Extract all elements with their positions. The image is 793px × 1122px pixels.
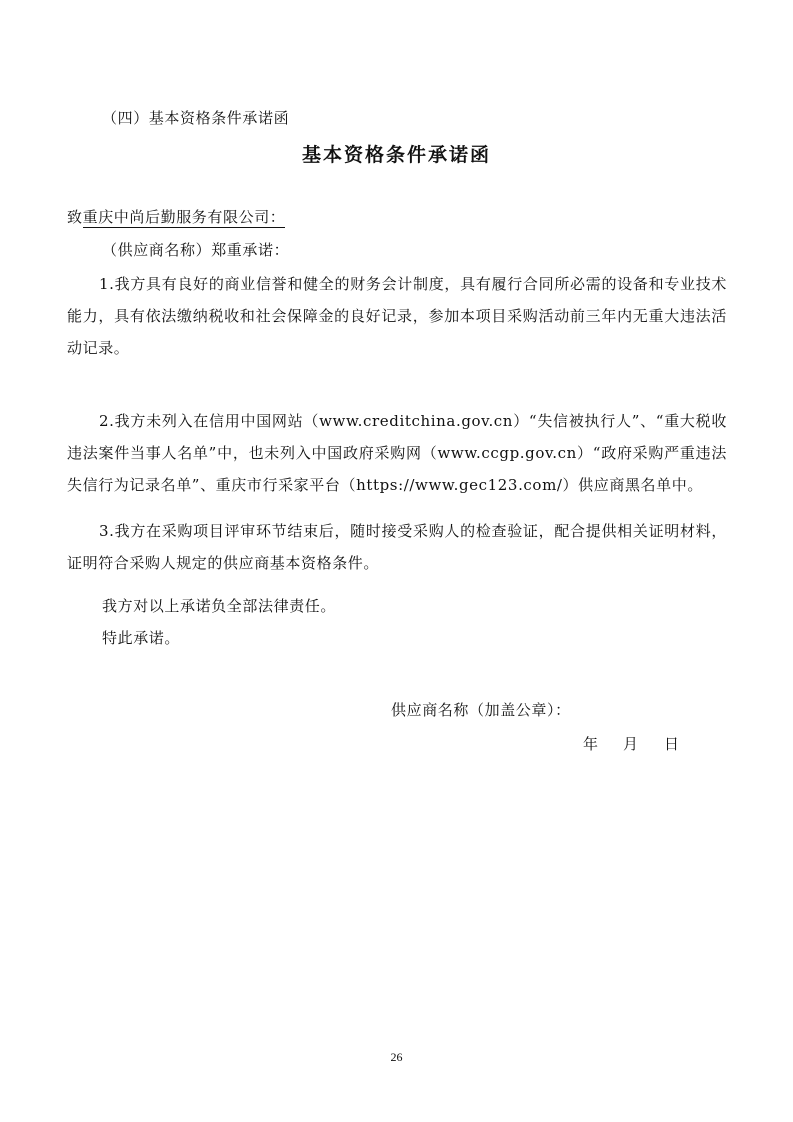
date-day-label: 日: [664, 735, 680, 753]
addressee-prefix: 致: [67, 208, 83, 226]
addressee-company: 重庆中尚后勤服务有限公司：: [82, 208, 286, 226]
liability-statement: 我方对以上承诺负全部法律责任。: [102, 597, 337, 615]
commitment-paragraph-2: 2.我方未列入在信用中国网站（www.creditchina.gov.cn）“失信被执行人”、“重大税收违法案件当事人名单”中，也未列入中国政府采购网（www.ccgp.gov.cn）“政府采购严重违法失信行为记录名单”、重庆市行采家平台（https://www.gec123.com/）供应商黑名单中。: [67, 412, 727, 494]
document-title: 基本资格条件承诺函: [301, 144, 491, 166]
section-label: （四）基本资格条件承诺函: [102, 109, 290, 127]
signature-label: 供应商名称（加盖公章）：: [391, 701, 571, 719]
commitment-paragraph-3: 3.我方在采购项目评审环节结束后，随时接受采购人的检查验证，配合提供相关证明材料，证明符合采购人规定的供应商基本资格条件。: [67, 522, 727, 572]
date-month-label: 月: [623, 735, 639, 753]
closing-statement: 特此承诺。: [102, 629, 181, 647]
page-number: 26: [390, 1050, 403, 1064]
addressee-line: [67, 207, 285, 227]
date-year-label: 年: [583, 735, 599, 753]
commitment-paragraph-1: 1.我方具有良好的商业信誉和健全的财务会计制度，具有履行合同所必需的设备和专业技术能力，具有依法缴纳税收和社会保障金的良好记录，参加本项目采购活动前三年内无重大违法活动记录。: [67, 275, 727, 357]
commitment-intro: （供应商名称）郑重承诺：: [102, 241, 290, 259]
